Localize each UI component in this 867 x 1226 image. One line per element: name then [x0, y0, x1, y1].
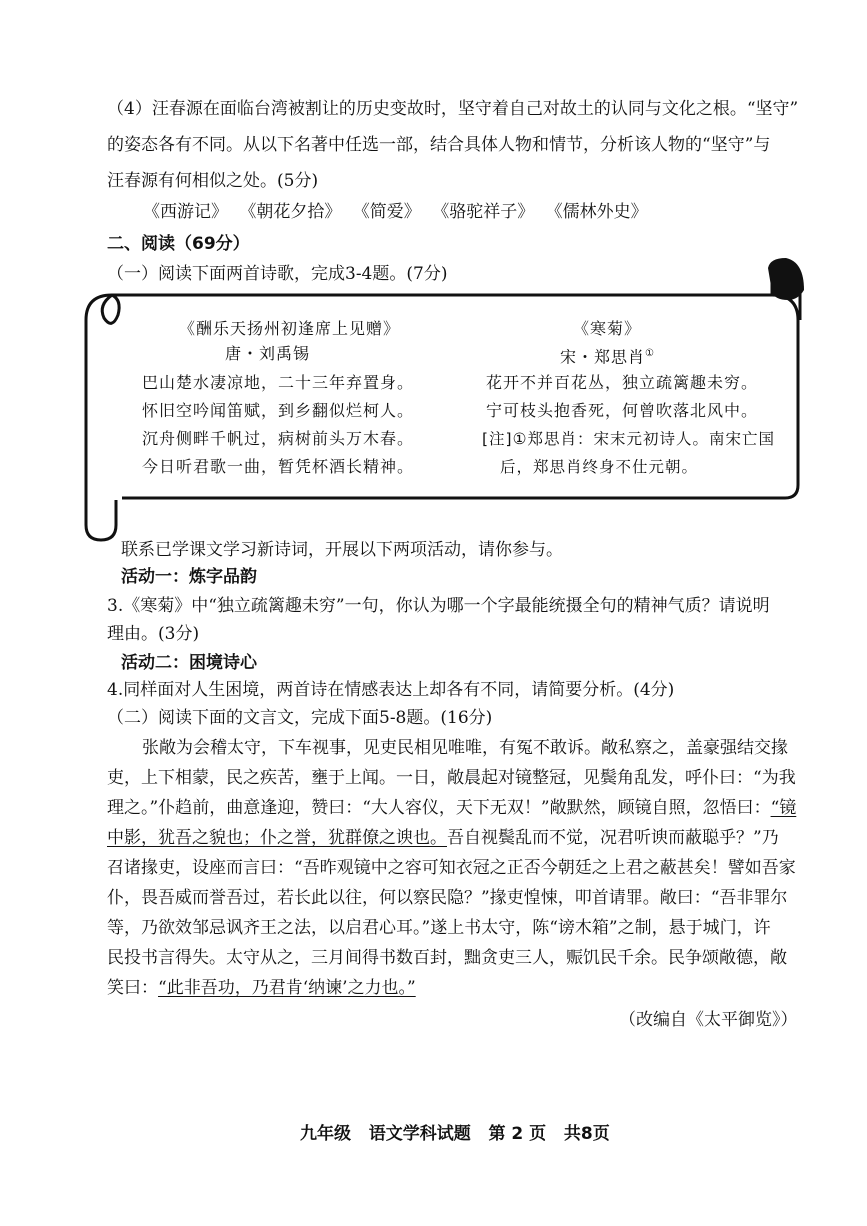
book-list: 《西游记》 《朝花夕拾》 《简爱》 《骆驼祥子》 《儒林外史》 — [143, 202, 648, 222]
poem2-author-name: 宋・郑思肖 — [560, 347, 646, 367]
poem2-author — [560, 342, 655, 369]
q3-line-1: 3.《寒菊》中“独立疏篱趣未穷”一句，你认为哪一个字最能统摄全句的精神气质？请说明 — [107, 596, 770, 616]
passage-line-4b: 吾自视鬓乱而不觉，况君听谀而蔽聪乎？”乃 — [447, 828, 779, 848]
page-footer: 九年级 语文学科试题 第 2 页 共8页 — [300, 1124, 610, 1144]
underlined-sentence-2: “此非吾功，乃君肯‘纳谏’之力也。” — [158, 978, 416, 998]
passage-line-3b: “镜 — [770, 798, 797, 818]
passage-line-9 — [107, 976, 416, 1000]
poem1-line-2: 怀旧空吟闻笛赋，到乡翻似烂柯人。 — [142, 401, 415, 420]
passage-line-6: 仆，畏吾威而誉吾过，若长此以往，何以察民隐？”掾吏惶悚，叩首请罪。敞曰：“吾非罪尔 — [107, 888, 788, 908]
poem2-title: 《寒菊》 — [573, 319, 642, 338]
poem2-note-2: 后，郑思肖终身不仕元朝。 — [500, 458, 699, 476]
section-heading: 二、阅读（69分） — [107, 234, 250, 254]
source-citation: （改编自《太平御览》） — [619, 1010, 798, 1030]
q4-line-3: 汪春源有何相似之处。(5分) — [107, 171, 319, 191]
scroll-curl — [768, 258, 804, 300]
q4-line-2: 的姿态各有不同。从以下名著中任选一部，结合具体人物和情节，分析该人物的“坚守”与 — [107, 135, 771, 155]
passage-line-5: 召诸掾吏，设座而言曰：“吾昨观镜中之容可知衣冠之正否今朝廷之上君之蔽甚矣！譬如吾家 — [107, 858, 796, 878]
passage-line-9a: 笑曰： — [107, 978, 158, 998]
q3-line-2: 理由。(3分) — [107, 624, 200, 644]
poem1-line-3: 沉舟侧畔千帆过，病树前头万木春。 — [142, 429, 415, 448]
passage-line-1: 张敞为会稽太守，下车视事，见吏民相见唯唯，有冤不敢诉。敞私察之，盖豪强结交掾 — [142, 738, 788, 758]
poem1-line-1: 巴山楚水凄凉地，二十三年弃置身。 — [142, 373, 415, 392]
passage-line-8: 民投书言得失。太守从之，三月间得书数百封，黜贪吏三人，赈饥民千余。民争颂敞德，敞 — [107, 948, 787, 968]
underlined-sentence-1: 中影，犹吾之貌也；仆之誉，犹群僚之谀也。 — [107, 828, 447, 848]
activity-1-label: 活动一：炼字品韵 — [121, 567, 257, 587]
passage-line-3 — [107, 796, 796, 820]
activity-2-label: 活动二：困境诗心 — [121, 653, 257, 673]
part2-heading: （二）阅读下面的文言文，完成下面5-8题。(16分) — [107, 708, 493, 728]
q4b-line: 4.同样面对人生困境，两首诗在情感表达上却各有不同，请简要分析。(4分) — [107, 680, 675, 700]
q4-line-1: （4）汪春源在面临台湾被割让的历史变故时，坚守着自己对故土的认同与文化之根。“坚守” — [107, 99, 799, 119]
passage-line-4 — [107, 826, 779, 850]
poem1-title: 《酬乐天扬州初逢席上见赠》 — [179, 319, 401, 338]
poem2-line-1: 花开不并百花丛，独立疏篱趣未穷。 — [486, 373, 759, 392]
passage-line-7: 等，乃欲效邹忌讽齐王之法，以启君心耳。”遂上书太守，陈“谤木箱”之制，悬于城门，许 — [107, 918, 771, 938]
poem2-note-1: [注]①郑思肖：宋末元初诗人。南宋亡国 — [482, 430, 775, 448]
poem1-author: 唐・刘禹锡 — [225, 344, 311, 363]
part1-heading: （一）阅读下面两首诗歌，完成3-4题。(7分) — [107, 264, 448, 284]
poem2-line-2: 宁可枝头抱香死，何曾吹落北风中。 — [486, 401, 759, 420]
activities-intro: 联系已学课文学习新诗词，开展以下两项活动，请你参与。 — [121, 540, 563, 560]
passage-line-3a: 理之。”仆趋前，曲意逢迎，赞曰：“大人容仪，天下无双！”敞默然，顾镜自照，忽悟曰： — [107, 798, 771, 818]
passage-line-2: 吏，上下相蒙，民之疾苦，壅于上闻。一日，敞晨起对镜整冠，见鬓角乱发，呼仆曰：“为我 — [107, 768, 796, 788]
poem1-line-4: 今日听君歌一曲，暂凭杯酒长精神。 — [142, 457, 415, 476]
footnote-mark: ① — [645, 348, 655, 359]
